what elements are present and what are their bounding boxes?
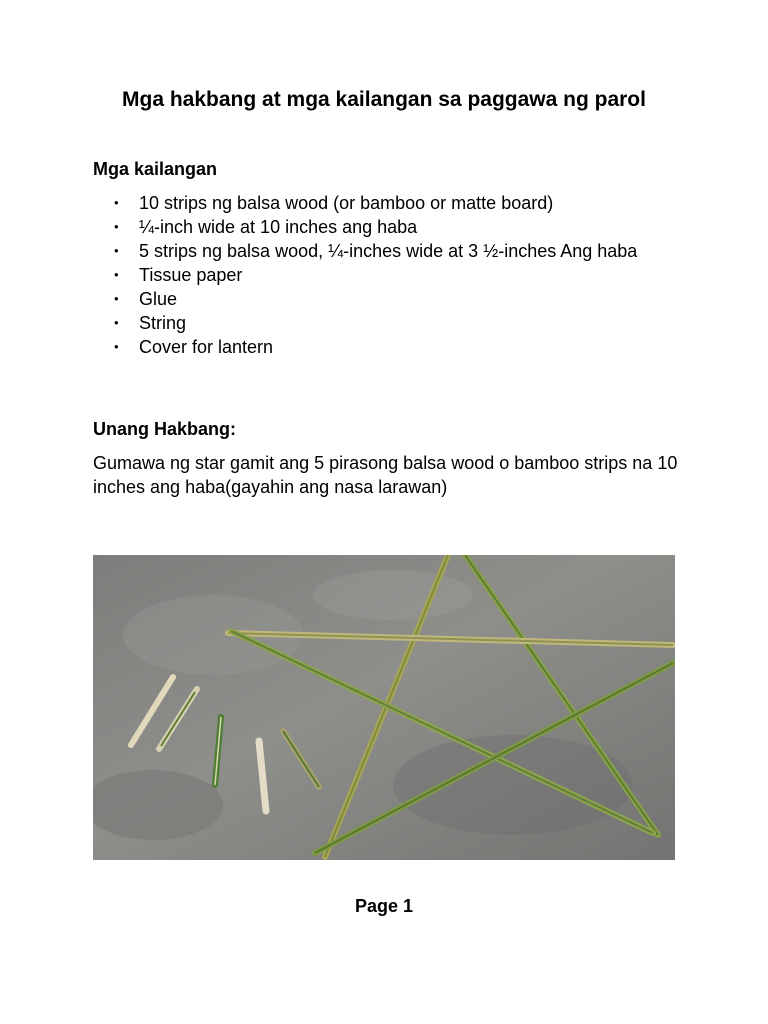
list-item: • String [93, 311, 693, 335]
page-number: Page 1 [354, 896, 414, 916]
step1-instructions: Gumawa ng star gamit ang 5 pirasong balsa wood o bamboo strips na 10 inches ang haba(gayahin ang nasa larawan) [93, 453, 678, 497]
bamboo-star-photo [93, 555, 675, 860]
step1-heading: Unang Hakbang: [93, 419, 237, 439]
list-item: • Cover for lantern [93, 335, 693, 359]
list-item: • ¼-inch wide at 10 inches ang haba [93, 215, 693, 239]
list-item: • 10 strips ng balsa wood (or bamboo or matte board) [93, 191, 693, 215]
document-title: Mga hakbang at mga kailangan sa paggawa ng parol [122, 88, 646, 111]
materials-heading: Mga kailangan [93, 159, 218, 179]
list-item: • Tissue paper [93, 263, 693, 287]
list-item: • 5 strips ng balsa wood, ¼-inches wide at 3 ½-inches Ang haba [93, 239, 693, 263]
list-item: • Glue [93, 287, 693, 311]
materials-list [93, 191, 693, 359]
